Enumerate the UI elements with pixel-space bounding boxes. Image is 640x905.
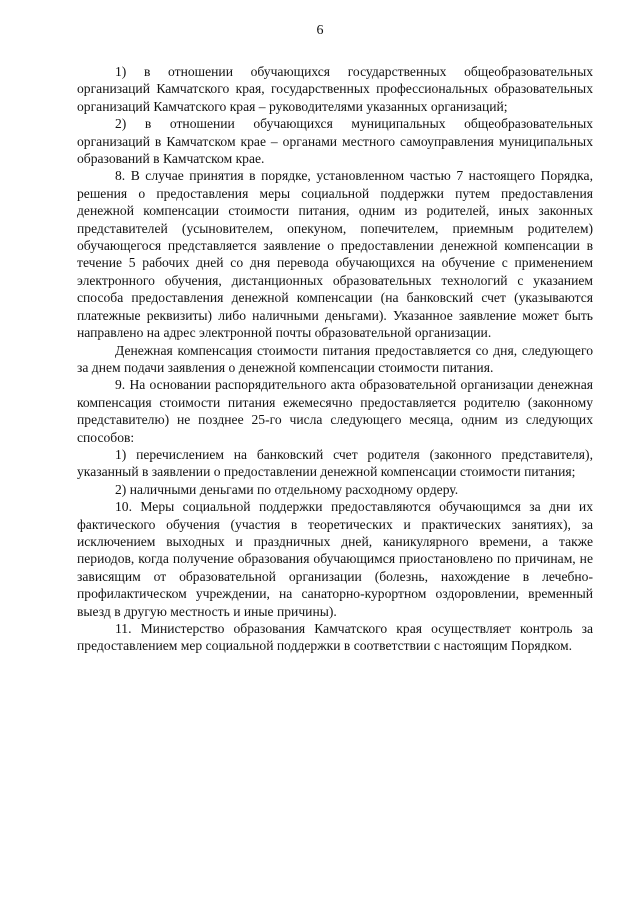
page-number: 6: [316, 23, 324, 38]
document-body: [77, 63, 593, 655]
paragraph-4: Денежная компенсация стоимости питания предоставляется со дня, следующего за днем подачи заявления о денежной компенсации стоимости питания.: [77, 342, 593, 375]
paragraph-1: 1) в отношении обучающихся государственных общеобразовательных организаций Камчатского края, государственных профессиональных образовательных организаций Камчатского края – руководителями указанных организаций;: [77, 64, 593, 114]
paragraph-6: 1) перечислением на банковский счет родителя (законного представителя), указанный в заявлении о предоставлении денежной компенсации стоимости питания;: [77, 446, 593, 480]
paragraph-7: 2) наличными деньгами по отдельному расходному ордеру.: [115, 481, 459, 497]
paragraph-2: 2) в отношении обучающихся муниципальных общеобразовательных организаций в Камчатском крае – органами местного самоуправления муниципальных образований в Камчатском крае.: [77, 116, 593, 167]
paragraph-9: 11. Министерство образования Камчатского края осуществляет контроль за предоставлением мер социальной поддержки в соответствии с настоящим Порядком.: [77, 621, 593, 654]
paragraph-5: 9. На основании распорядительного акта образовательной организации денежная компенсация стоимости питания ежемесячно предоставляется родителю (законному представителю) не позднее 25-го числа следующего месяца, одним из следующих способов:: [77, 377, 593, 445]
paragraph-8: 10. Меры социальной поддержки предоставляются обучающимся за дни их фактического обучения (участия в теоретических и практических занятиях), за исключением выходных и праздничных дней, каникулярного времени, а также периодов, когда получение образования обучающимся приостановлено по причинам, не зависящим от образовательной организации (болезнь, нахождение в лечебно-профилактическом учреждении, на санаторно-курортном оздоровлении, временный выезд в другую местность и иные причины).: [77, 499, 593, 619]
paragraph-3: 8. В случае принятия в порядке, установленном частью 7 настоящего Порядка, решения о предоставления меры социальной поддержки путем предоставления денежной компенсации стоимости питания, одним из родителей, иных законных представителей (усыновителем, опекуном, попечителем, приемным родителем) обучающегося представляется заявление о предоставлении денежной компенсации в течение 5 рабочих дней со дня перевода обучающихся на обучение с применением электронного обучения, дистанционных образовательных технологий с указанием способа предоставления денежной компенсации (на банковский счет (указываются платежные реквизиты) либо наличными деньгами). Указанное заявление может быть направлено на адрес электронной почты образовательной организации.: [77, 168, 593, 341]
